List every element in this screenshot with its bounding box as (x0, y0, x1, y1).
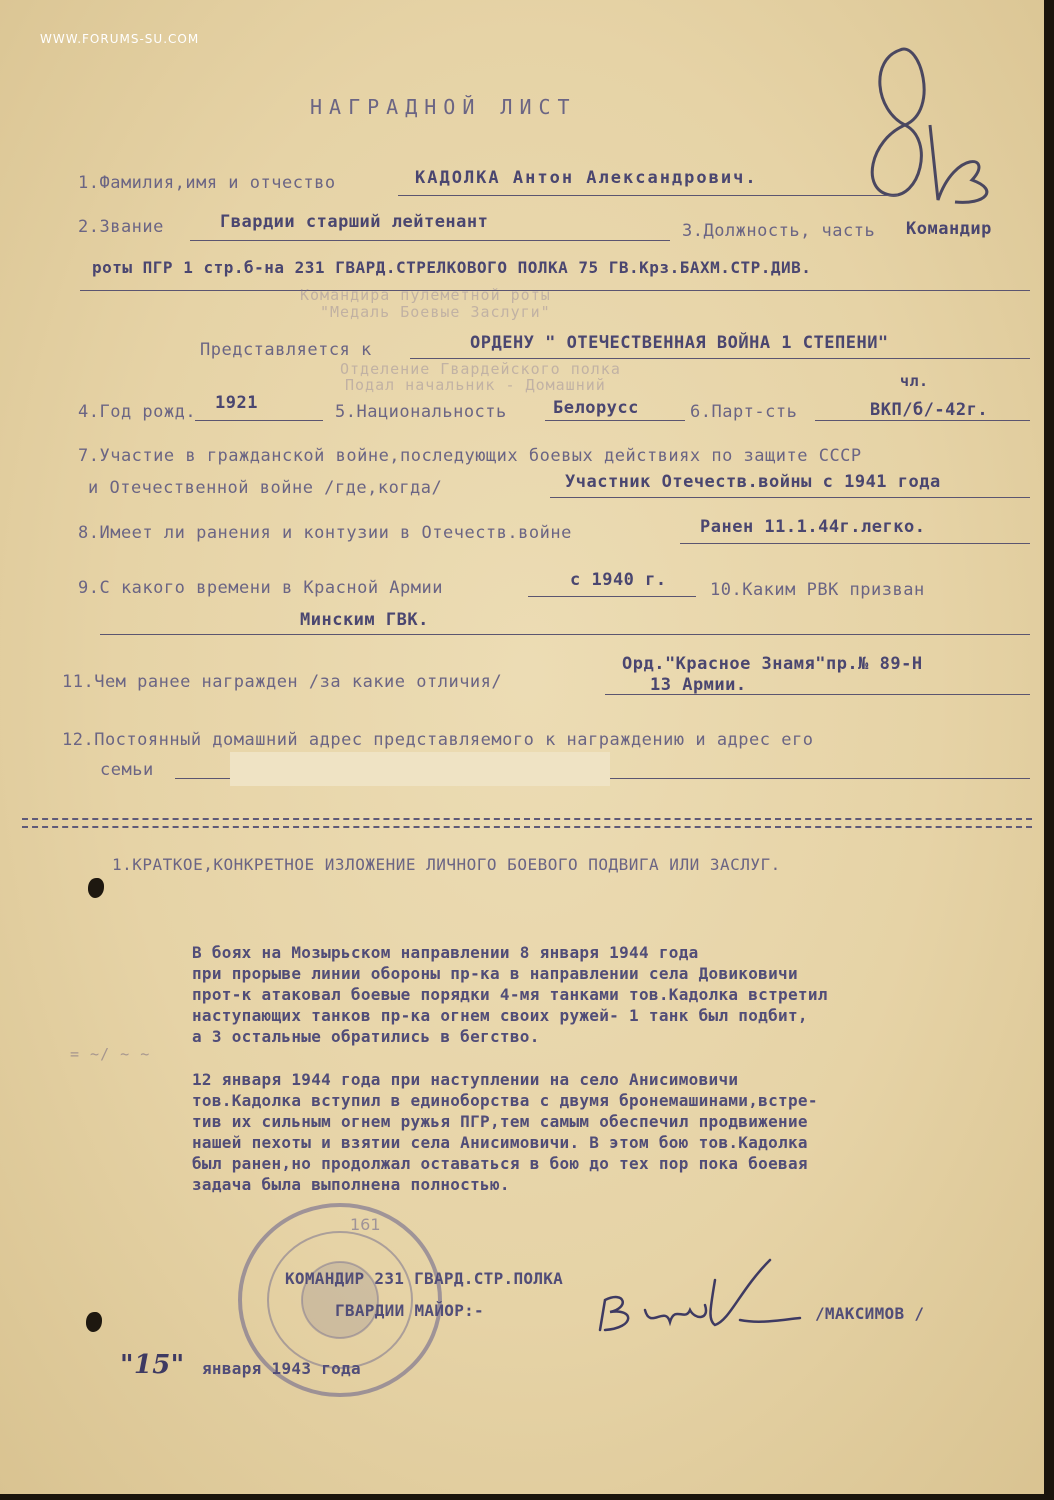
field-4-underline (195, 420, 323, 421)
field-3-value: Командир (906, 219, 992, 239)
field-5-underline (545, 420, 685, 421)
field-1-value: КАДОЛКА Антон Александрович. (415, 168, 758, 188)
scan-edge-right (1044, 0, 1054, 1500)
section-title: 1.КРАТКОЕ,КОНКРЕТНОЕ ИЗЛОЖЕНИЕ ЛИЧНОГО БОЕВОГО ПОДВИГА ИЛИ ЗАСЛУГ. (112, 855, 781, 874)
handwritten-signature (590, 1250, 810, 1345)
field-2-underline (190, 240, 670, 241)
field-10-underline (100, 634, 1030, 635)
field-3-label: 3.Должность, часть (682, 221, 876, 241)
field-9-value: с 1940 г. (570, 570, 667, 590)
document-title: НАГРАДНОЙ ЛИСТ (310, 95, 577, 119)
field-6-value-superscript: чл. (900, 372, 929, 390)
field-3-value-continued: роты ПГР 1 стр.б-на 231 ГВАРД.СТРЕЛКОВОГО ПОЛКА 75 ГВ.Крз.БАХМ.СТР.ДИВ. (92, 258, 812, 277)
presented-underline (410, 358, 1030, 359)
stamp-number: 161 (350, 1215, 381, 1234)
narrative-line: прот-к атаковал боевые порядки 4-мя танками тов.Кадолка встретил (192, 985, 828, 1004)
date-rest: января 1943 года (202, 1359, 361, 1378)
watermark: WWW.FORUMS-SU.COM (40, 32, 200, 46)
field-4-label: 4.Год рожд. (78, 402, 197, 422)
narrative-line: тив их сильным огнем ружья ПГР,тем самым обеспечил продвижение (192, 1112, 808, 1131)
punch-hole (88, 878, 104, 898)
narrative-line: при прорыве линии обороны пр-ка в направлении села Довиковичи (192, 964, 798, 983)
field-4-value: 1921 (215, 393, 258, 413)
field-10-label: 10.Каким РВК призван (710, 580, 925, 600)
bleed-through-text: "Медаль Боевые Заслуги" (320, 303, 551, 321)
commander-name: /МАКСИМОВ / (815, 1304, 925, 1323)
field-2-value: Гвардии старший лейтенант (220, 212, 489, 232)
field-8-underline (680, 543, 1030, 544)
field-7-value: Участник Отечеств.войны с 1941 года (565, 472, 941, 492)
narrative-line: В боях на Мозырьском направлении 8 января 1944 года (192, 943, 699, 962)
field-7-underline (550, 497, 1030, 498)
commander-rank: ГВАРДИИ МАЙОР:- (335, 1301, 484, 1320)
field-11-underline (605, 694, 1030, 695)
narrative-line: а 3 остальные обратились в бегство. (192, 1027, 540, 1046)
field-6-value: ВКП/б/-42г. (870, 400, 989, 420)
commander-title: КОМАНДИР 231 ГВАРД.СТР.ПОЛКА (285, 1269, 564, 1288)
narrative-line: задача была выполнена полностью. (192, 1175, 510, 1194)
field-10-value: Минским ГВК. (300, 610, 429, 630)
field-9-underline (528, 596, 696, 597)
narrative-line: был ранен,но продолжал оставаться в бою до тех пор пока боевая (192, 1154, 808, 1173)
field-6-underline (815, 420, 1030, 421)
field-5-label: 5.Национальность (335, 402, 507, 422)
narrative-block (192, 942, 828, 1195)
section-divider (22, 818, 1032, 820)
field-9-label: 9.С какого времени в Красной Армии (78, 578, 443, 598)
field-8-label: 8.Имеет ли ранения и контузии в Отечеств.войне (78, 523, 572, 543)
field-11-value-line1: Орд."Красное Знамя"пр.№ 89-Н (622, 654, 923, 674)
narrative-line: 12 января 1944 года при наступлении на село Анисимовичи (192, 1070, 739, 1089)
field-7-label-line2: и Отечественной войне /где,когда/ (88, 478, 443, 498)
field-6-label: 6.Парт-сть (690, 402, 798, 422)
field-12-label-line1: 12.Постоянный домашний адрес представляемого к награждению и адрес его (62, 730, 814, 750)
narrative-line: тов.Кадолка вступил в единоборства с двумя бронемашинами,встре- (192, 1091, 818, 1110)
field-8-value: Ранен 11.1.44г.легко. (700, 517, 926, 537)
field-7-label-line1: 7.Участие в гражданской войне,последующих боевых действиях по защите СССР (78, 446, 862, 466)
margin-note: = ~/ ~ ~ (70, 1045, 151, 1063)
bleed-through-text: Подал начальник - Домашний (345, 376, 606, 394)
handwritten-number (860, 30, 1000, 205)
field-1-underline (398, 195, 898, 196)
section-divider (22, 826, 1032, 828)
field-12-label-line2: семьи (100, 760, 154, 780)
field-11-value-line2: 13 Армии. (650, 675, 747, 695)
presented-value: ОРДЕНУ " ОТЕЧЕСТВЕННАЯ ВОЙНА 1 СТЕПЕНИ" (470, 333, 889, 353)
narrative-line (192, 1047, 828, 1069)
narrative-line: наступающих танков пр-ка огнем своих ружей- 1 танк был подбит, (192, 1006, 808, 1025)
bleed-through-text: Отделение Гвардейского полка (340, 360, 621, 378)
field-2-label: 2.Звание (78, 217, 164, 237)
bleed-through-text: Командира пулеметной роты (300, 286, 551, 304)
redacted-address (230, 752, 610, 786)
narrative-line: нашей пехоты и взятии села Анисимовичи. В этом бою тов.Кадолка (192, 1133, 808, 1152)
date-day: "15" (120, 1350, 185, 1380)
field-11-label: 11.Чем ранее награжден /за какие отличия/ (62, 672, 503, 692)
field-1-label: 1.Фамилия,имя и отчество (78, 173, 336, 193)
punch-hole (86, 1312, 102, 1332)
field-5-value: Белорусс (553, 398, 639, 418)
presented-label: Представляется к (200, 340, 372, 360)
field-3-underline (80, 290, 1030, 291)
scan-edge-bottom (0, 1494, 1054, 1500)
